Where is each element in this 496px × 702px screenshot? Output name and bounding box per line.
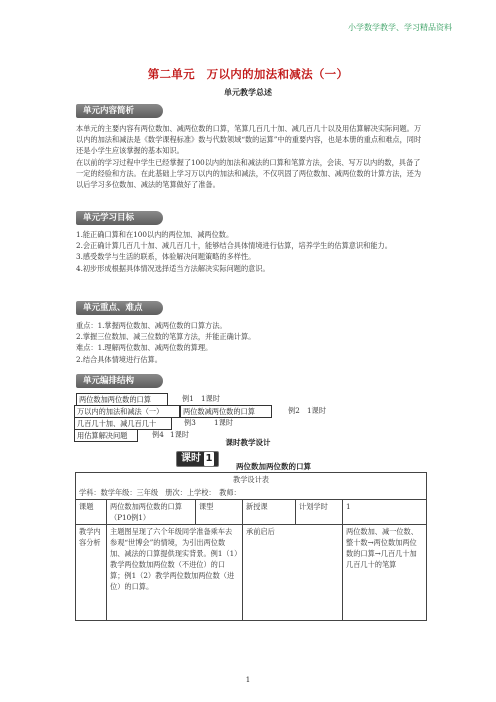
structure-note-oral: 例1 1课时 (182, 394, 220, 403)
header-tag: 小学数学教学、学习精品资料 (348, 23, 452, 32)
context-label: 承前启后 (243, 525, 343, 621)
analysis-label: 教学内容分析 (76, 525, 107, 621)
table-row (76, 473, 427, 487)
structure-box-hundreds: 几百几十加、减几百几十 (74, 417, 172, 430)
structure-note-subtraction: 例2 1课时 (288, 406, 326, 415)
structure-banner: 单元编排结构 (76, 374, 163, 388)
table-caption: 教学设计表 (76, 473, 427, 487)
lesson-title: 两位数加两位数的口算 (236, 462, 311, 471)
page-number: 1 (245, 676, 251, 684)
list-item: 重点：1.掌握两位数加、减两位数的口算方法。 (76, 321, 227, 330)
structure-note-hundreds-b: 1课时 (214, 418, 233, 427)
list-item: 难点：1.理解两位数加、减两位数的算理。 (76, 343, 213, 353)
content-analysis-text (76, 123, 422, 190)
table-row (76, 525, 427, 621)
context-text: 两位数加、减一位数、整十数→两位数加两位数的口算→几百几十加几百几十的笔算 (343, 525, 427, 621)
structure-box-oral: 两位数加两位数的口算 (76, 393, 168, 406)
type-label: 课型 (196, 500, 243, 525)
content-paragraph: 在以前的学习过程中学生已经掌握了100以内的加法和减法的口算和笔算方法，会读、写万以内的数，具备了一定的经验和方法。在此基础上学习万以内的加法和减法，不仅巩固了两位数加、减两位数的计算方法，还为以后学习多位数加、减法的笔算做好了准备。 (76, 157, 422, 190)
list-item: 2.会正确计算几百几十加、减几百几十，能够结合具体情境进行估算，培养学生的估算意识和能力。 (76, 241, 392, 251)
lesson-badge (176, 451, 219, 467)
structure-box-unit: 万以内的加法和减法（一） (74, 405, 180, 418)
structure-note-hundreds-a: 例3 (184, 418, 196, 427)
topic-value: 两位数加两位数的口算（P10例1） (107, 500, 196, 525)
list-item: 4.初步形成根据具体情况选择适当方法解决实际问题的意识。 (76, 263, 270, 273)
list-item: 3.感受数学与生活的联系，体验解决问题策略的多样性。 (76, 252, 256, 262)
topic-label: 课题 (76, 500, 107, 525)
structure-diagram (76, 393, 426, 465)
content-analysis-banner: 单元内容简析 (76, 104, 163, 118)
lesson-design-title: 课时教学设计 (225, 438, 271, 447)
list-item: 2.掌握三位数加、减三位数的笔算方法，并能正确计算。 (76, 332, 256, 342)
structure-box-estimate: 用估算解决问题 (74, 429, 138, 442)
structure-box-subtraction-b: 减两位数的口算 (204, 407, 255, 416)
table-info-row: 学科：数学年级：三年级 册次：上学校： 教师： (76, 486, 427, 500)
lesson-design-table (75, 472, 427, 621)
analysis-text: 主题图呈现了六个年级同学准备乘车去参观“世博会”的情境，为引出两位数加、减法的口算提供现实背景。例1（1）教学两位数加两位数（不进位）的口算；例1（2）教学两位数加两位数（进位）的口算。 (107, 525, 243, 621)
learning-goals-list (76, 229, 422, 274)
structure-box-subtraction-a: 两位数 (183, 407, 205, 416)
content-paragraph: 本单元的主要内容有两位数加、减两位数的口算，笔算几百几十加、减几百几十以及用估算解决实际问题。万以内的加法和减法是《数学课程标准》数与代数领域“数的运算”中的重要内容，也是本册的重点和难点，同时还是小学生应该掌握的基本知识。 (76, 124, 422, 156)
lesson-badge-text: 课时 (181, 453, 201, 464)
table-row (76, 486, 427, 500)
lesson-badge-number: 1 (205, 453, 213, 464)
type-value: 新授课 (243, 500, 296, 525)
page-subtitle: 单元教学总述 (224, 87, 272, 97)
list-item: 1.能正确口算和在100以内的两位加、减两位数。 (76, 230, 234, 239)
learning-goals-banner: 单元学习目标 (76, 211, 163, 225)
hours-value: 1 (343, 500, 427, 525)
key-points-list (76, 320, 422, 365)
hours-label: 计划学时 (296, 500, 343, 525)
key-points-banner: 单元重点、难点 (76, 301, 163, 315)
page-title: 第二单元 万以内的加法和减法（一） (147, 67, 349, 81)
list-item: 2.结合具体情境进行估算。 (76, 354, 162, 364)
table-row (76, 500, 427, 525)
structure-note-estimate-a: 例4 (152, 430, 164, 439)
structure-note-estimate-b: 1课时 (170, 430, 189, 439)
